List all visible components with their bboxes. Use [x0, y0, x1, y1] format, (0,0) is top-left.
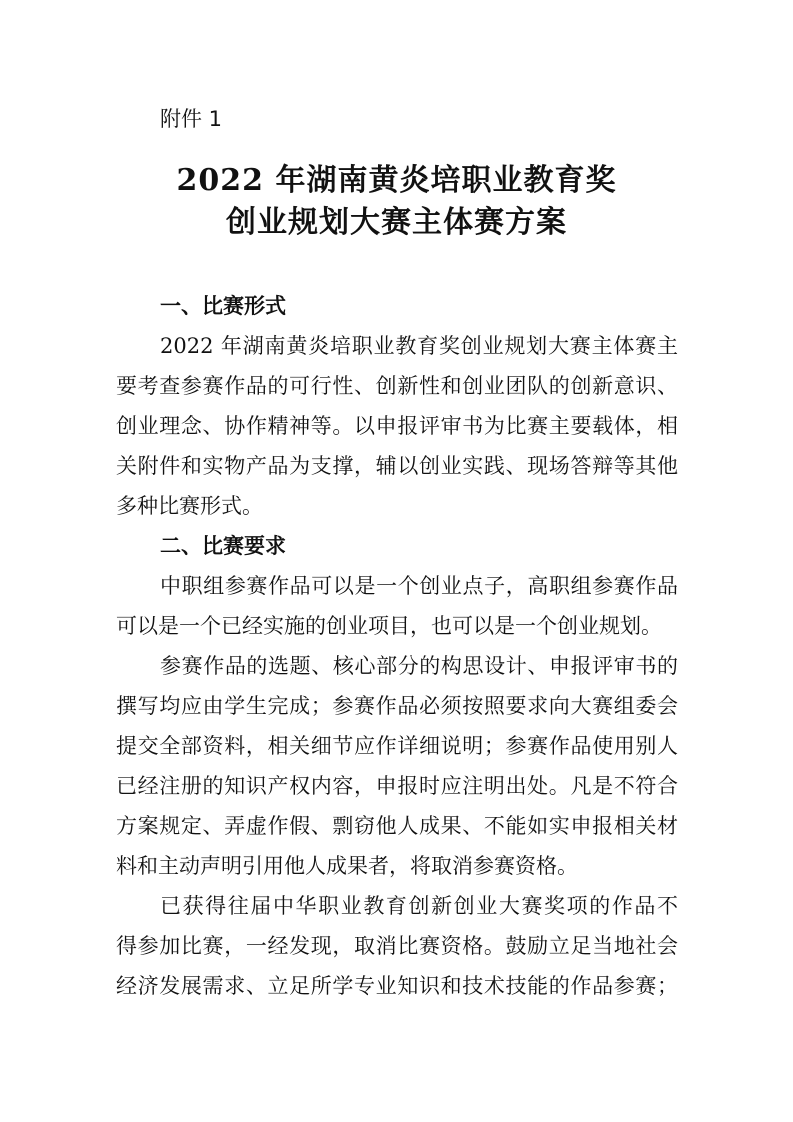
title-line-2: 创业规划大赛主体赛方案 [226, 205, 567, 240]
paragraph-line: 参赛作品的选题、核心部分的构思设计、申报评审书的 [160, 654, 678, 678]
paragraph-line: 经济发展需求、立足所学专业知识和技术技能的作品参赛； [116, 974, 678, 998]
paragraph [116, 886, 678, 1006]
document-body [116, 286, 678, 1006]
paragraph-line: 已经注册的知识产权内容，申报时应注明出处。凡是不符合 [116, 774, 678, 798]
paragraph [116, 646, 678, 886]
paragraph-line: 中职组参赛作品可以是一个创业点子，高职组参赛作品 [160, 574, 678, 598]
paragraph-line: 撰写均应由学生完成；参赛作品必须按照要求向大赛组委会 [116, 694, 678, 718]
paragraph-line: 创业理念、协作精神等。以申报评审书为比赛主要载体，相 [116, 414, 678, 438]
section-heading: 一、比赛形式 [160, 294, 286, 318]
paragraph-line: 方案规定、弄虚作假、剽窃他人成果、不能如实申报相关材 [116, 814, 678, 838]
paragraph-line: 可以是一个已经实施的创业项目，也可以是一个创业规划。 [116, 614, 662, 638]
paragraph [116, 326, 678, 526]
title-line-1: 2022 年湖南黄炎培职业教育奖 [176, 163, 617, 198]
paragraph-line: 已获得往届中华职业教育创新创业大赛奖项的作品不 [160, 894, 678, 918]
document-title [100, 160, 693, 244]
paragraph-line: 2022 年湖南黄炎培职业教育奖创业规划大赛主体赛主 [160, 334, 678, 358]
paragraph-line: 要考查参赛作品的可行性、创新性和创业团队的创新意识、 [116, 374, 678, 398]
paragraph-line: 多种比赛形式。 [116, 494, 263, 518]
paragraph-line: 提交全部资料，相关细节应作详细说明；参赛作品使用别人 [116, 734, 678, 758]
attachment-label: 附件 1 [160, 107, 223, 131]
paragraph-line: 料和主动声明引用他人成果者，将取消参赛资格。 [116, 854, 578, 878]
paragraph [116, 566, 678, 646]
section-heading: 二、比赛要求 [160, 534, 286, 558]
paragraph-line: 关附件和实物产品为支撑，辅以创业实践、现场答辩等其他 [116, 454, 678, 478]
paragraph-line: 得参加比赛，一经发现，取消比赛资格。鼓励立足当地社会 [116, 934, 678, 958]
